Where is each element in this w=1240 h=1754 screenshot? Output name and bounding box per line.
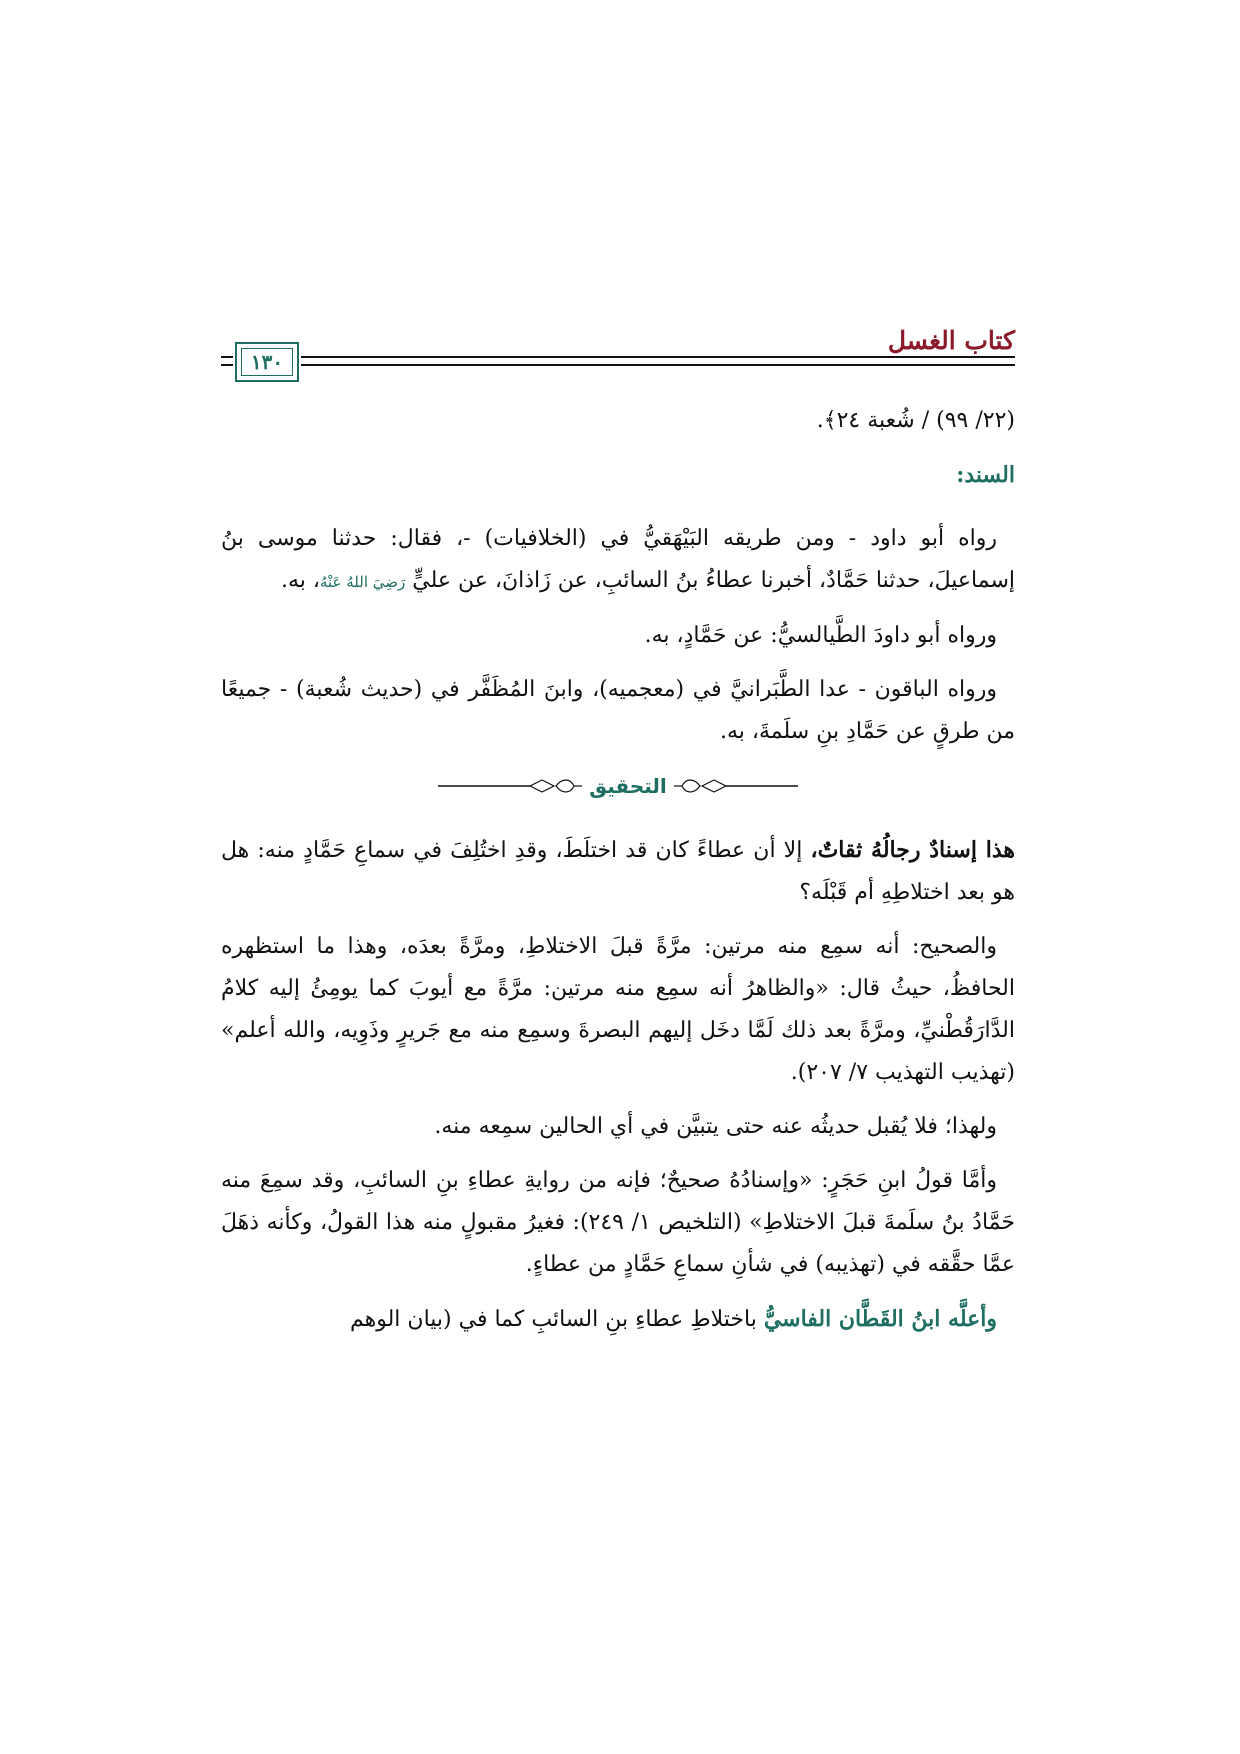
paragraph: والصحيح: أنه سمِع منه مرتين: مرَّةً قبلَ الاختلاطِ، ومرَّةً بعدَه، وهذا ما استظهره الحافظُ، حيثُ قال: «والظاهرُ أنه سمِع منه مرتين: مرَّةً مع أيوبَ كما يومِئُ إليه كلامُ الدَّارَقُطْنيِّ، ومرَّةً بعد ذلك لَمَّا دخَل إليهم البصرةَ وسمِع منه مع جَريرٍ وذَوِيه، والله أعلم» (تهذيب التهذيب ٧/ ٢٠٧). (221, 934, 1015, 1085)
page-number-badge (235, 342, 299, 382)
paragraph (221, 829, 1015, 914)
paragraph (221, 1298, 1015, 1341)
header-rule (301, 364, 1015, 366)
header-rule (221, 364, 233, 366)
tahqiq-heading: التحقيق (589, 774, 667, 798)
paragraph-text: ، به. (280, 568, 320, 593)
page-body (221, 400, 1015, 1353)
paragraph: ورواه أبو داودَ الطَّيالسيُّ: عن حَمَّادٍ، به. (644, 623, 997, 648)
page-header (221, 320, 1015, 380)
paragraph: ورواه الباقون - عدا الطَّبَرانيَّ في (معجميه)، وابنَ المُظَفَّر في (حديث شُعبة) - جميعًا من طرقٍ عن حَمَّادِ بنِ سلَمةَ، به. (221, 677, 1015, 744)
paragraph: ولهذا؛ فلا يُقبل حديثُه عنه حتى يتبيَّن في أي الحالين سمِعه منه. (434, 1114, 997, 1139)
sanad-heading: السند: (956, 462, 1015, 488)
paragraph-text: رواه أبو داود - ومن طريقه البَيْهَقيُّ في (الخلافيات) -، فقال: حدثنا موسى بنُ إسماعيلَ، حدثنا حَمَّادٌ، أخبرنا عطاءُ بنُ السائبِ، عن زَاذانَ، عن عليٍّ (221, 526, 1015, 593)
paragraph (221, 518, 1015, 603)
paragraph: وأمَّا قولُ ابنِ حَجَرٍ: «وإسنادُهُ صحيحٌ؛ فإنه من روايةِ عطاءِ بنِ السائبِ، وقد سمِعَ منه حَمَّادُ بنُ سلَمةَ قبلَ الاختلاطِ» (التلخيص ١/ ٢٤٩): فغيرُ مقبولٍ منه هذا القولُ، وكأنه ذهَلَ عمَّا حقَّقه في (تهذيبه) في شأنِ سماعِ حَمَّادٍ من عطاءٍ. (221, 1168, 1016, 1277)
emphasis-text: هذا إسنادٌ رجالُهُ ثقاتٌ، (810, 837, 1016, 863)
reference-line: (٢٢/ ٩٩) / شُعبة ٢٤﴾. (816, 408, 1015, 433)
honorific-glyph: رَضِيَ اللهُ عَنْهُ (319, 573, 406, 591)
ornament-divider (418, 766, 818, 806)
highlighted-name: وأعلَّه ابنُ القَطَّان الفاسيُّ (763, 1306, 997, 1332)
header-rule (221, 356, 233, 358)
paragraph-text: باختلاطِ عطاءِ بنِ السائبِ كما في (بيان الوهم (350, 1307, 764, 1332)
book-title: كتاب الغسل (887, 326, 1015, 355)
tahqiq-divider (221, 765, 1015, 805)
paragraph-text: إلا أن عطاءً كان قد اختلَطَ، وقدِ اختُلِفَ في سماعِ حَمَّادٍ منه: هل هو بعد اختلاطِهِ أم قَبْلَه؟ (221, 838, 1015, 905)
header-rule (301, 356, 1015, 358)
page-number: ١٣٠ (250, 350, 284, 374)
